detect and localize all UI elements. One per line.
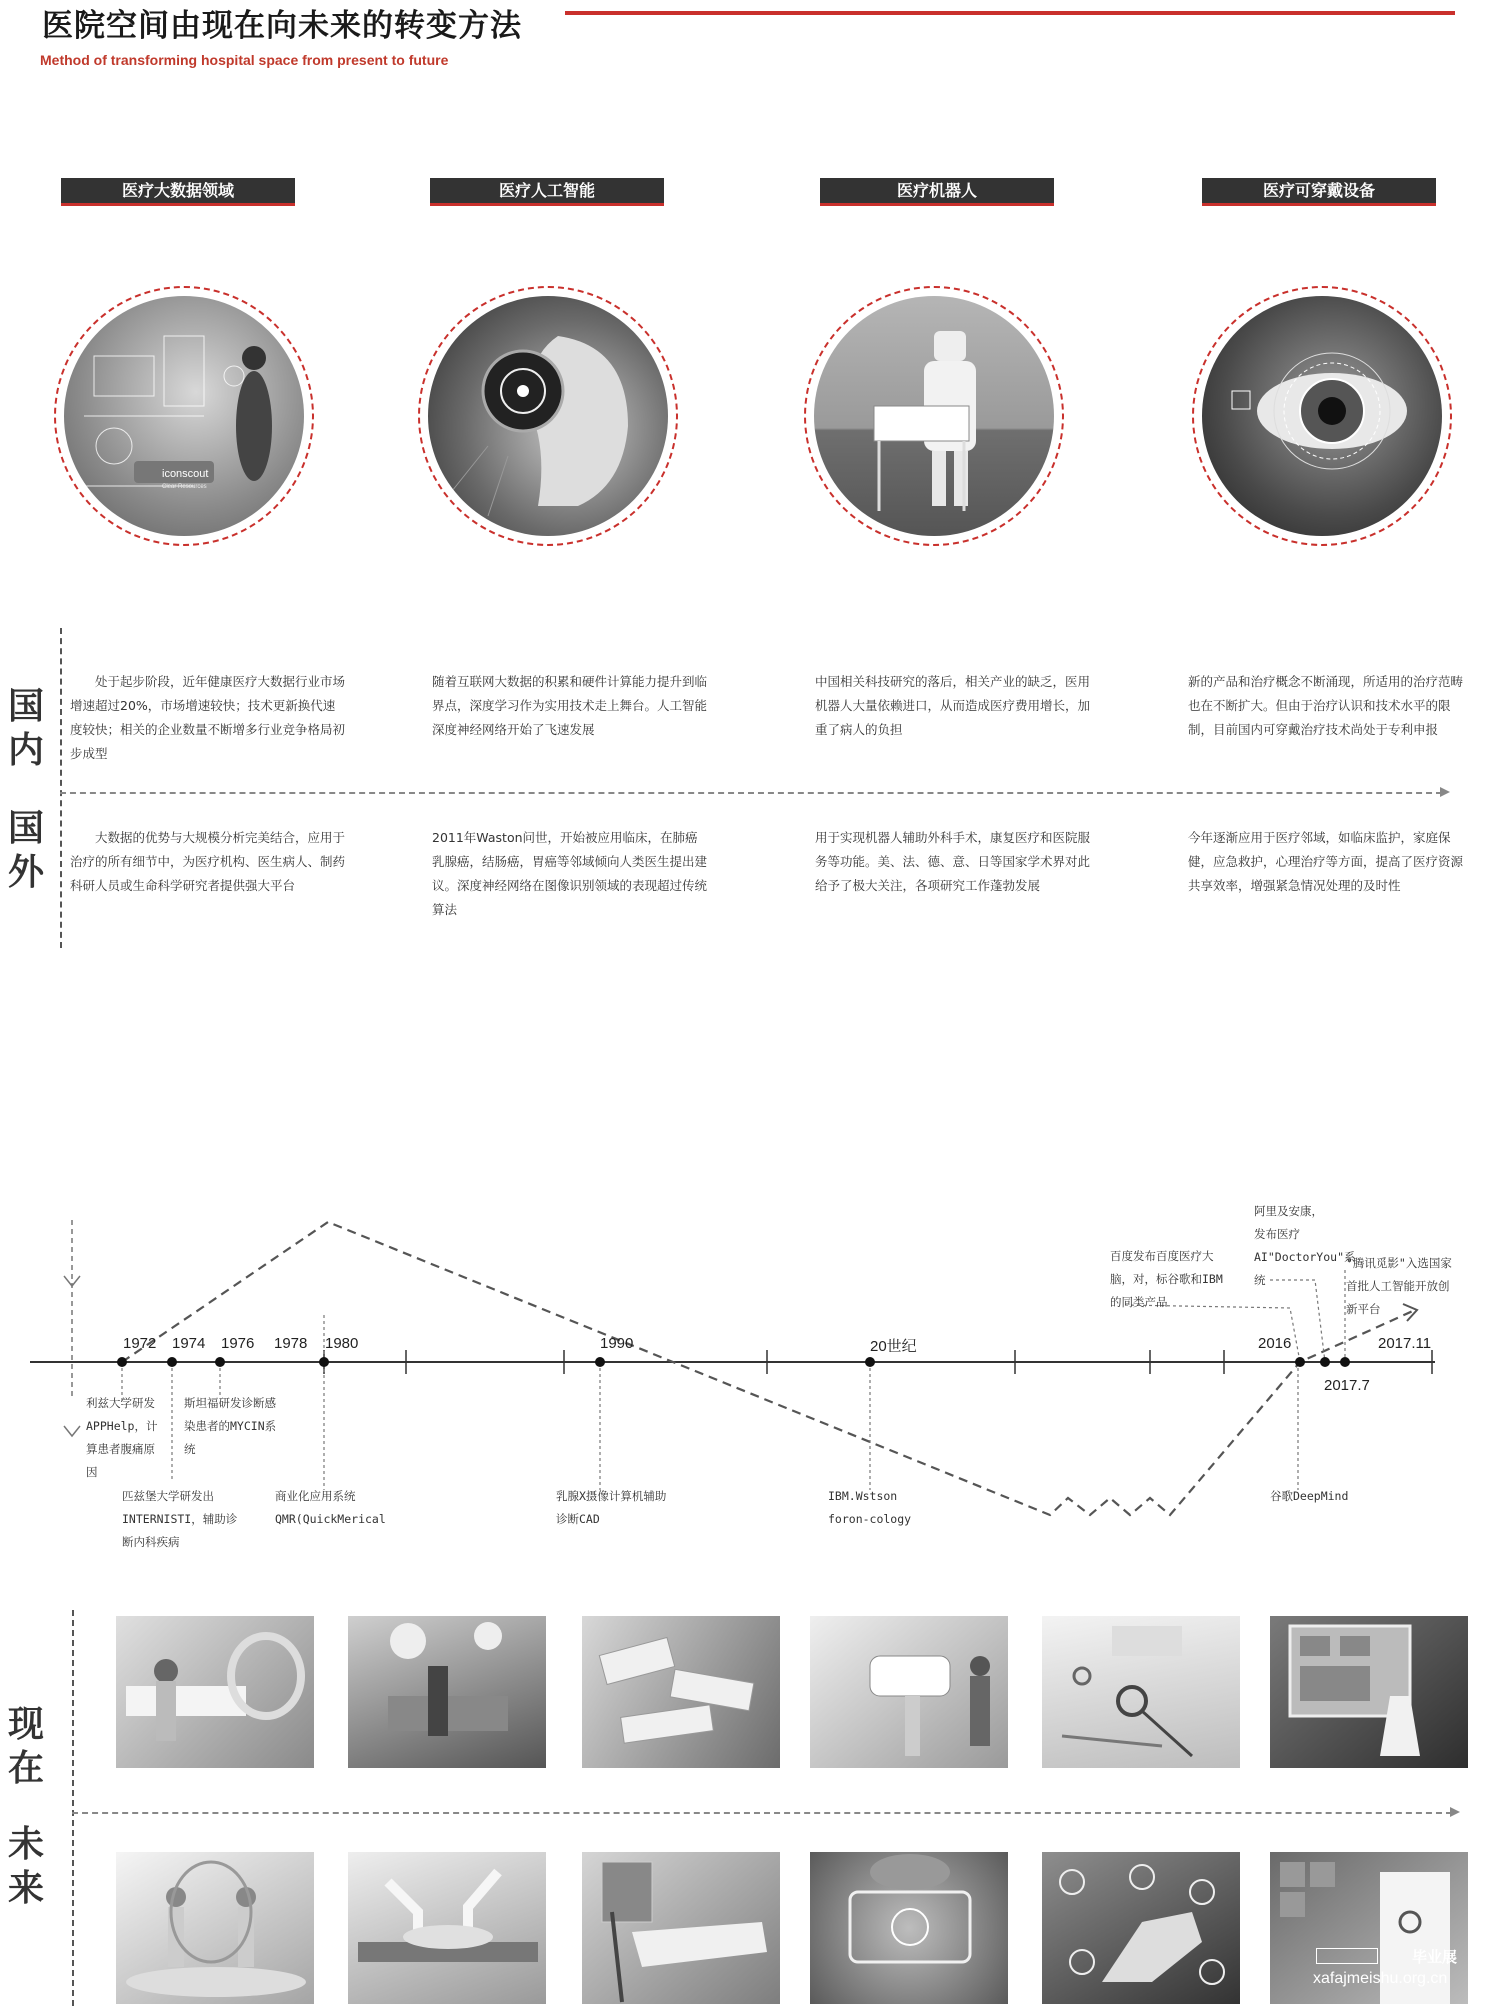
big-data-illustration bbox=[64, 296, 304, 536]
section-vertical-divider bbox=[60, 628, 62, 948]
watermark-text: 毕业展 bbox=[1412, 1948, 1458, 1966]
domestic-foreign-divider bbox=[60, 792, 1442, 794]
future-label: 未 来 bbox=[7, 1823, 44, 1909]
eye-scan-illustration bbox=[1202, 296, 1442, 536]
photo-medical-tools bbox=[1042, 1616, 1240, 1768]
timeline-note-2016-below: 谷歌DeepMind bbox=[1270, 1489, 1349, 1503]
photo-auto-bed bbox=[582, 1852, 780, 2004]
circle-image-robot bbox=[804, 286, 1064, 546]
foreign-text-ai: 2011年Waston问世，开始被应用临床，在肺癌乳腺癌，结肠癌，胃癌等邻域倾向人类医生提出建议。深度神经网络在图像识别领域的表现超过传统算法 bbox=[432, 830, 708, 917]
year-1972: 1972 bbox=[123, 1335, 157, 1352]
timeline-note-baidu: 百度发布百度医疗大脑，对，标谷歌和IBM的同类产品 bbox=[1110, 1249, 1223, 1309]
domestic-text-robot: 中国相关科技研究的落后，相关产业的缺乏，医用机器人大量依赖进口，从而造成医疗费用增长，加重了病人的负担 bbox=[815, 674, 1091, 737]
title-rule bbox=[565, 11, 1455, 15]
page-title: 医院空间由现在向未来的转变方法 bbox=[42, 8, 522, 44]
photo-health-icons bbox=[1042, 1852, 1240, 2004]
timeline-note-1976: 斯坦福研发诊断感染患者的MYCIN系统 bbox=[184, 1396, 277, 1456]
watermark-logo bbox=[1316, 1946, 1466, 1968]
arrow-right-icon bbox=[1450, 1807, 1460, 1817]
year-2016: 2016 bbox=[1258, 1335, 1292, 1352]
school-seal-icon bbox=[1316, 1948, 1378, 1964]
photo-future-ward bbox=[116, 1852, 314, 2004]
year-1976: 1976 bbox=[221, 1335, 255, 1352]
photo-touch-screen bbox=[1270, 1616, 1468, 1768]
circle-image-ai bbox=[418, 286, 678, 546]
year-1974: 1974 bbox=[172, 1335, 206, 1352]
iconscout-logo-sub: Clear Resources bbox=[162, 484, 207, 490]
timeline-note-20th-century: IBM.Wstson foron-cology bbox=[828, 1489, 912, 1526]
photo-robot-arms bbox=[348, 1852, 546, 2004]
photo-operating-room bbox=[116, 1616, 314, 1768]
timeline-note-1990: 乳腺X摄像计算机辅助诊断CAD bbox=[556, 1489, 667, 1526]
circle-image-big-data bbox=[54, 286, 314, 546]
iconscout-logo-text: iconscout bbox=[162, 468, 209, 480]
circle-image-wearable bbox=[1192, 286, 1452, 546]
category-tab-robot: 医疗机器人 bbox=[820, 178, 1054, 206]
year-20th-century: 20世纪 bbox=[870, 1338, 917, 1355]
category-tab-big-data: 医疗大数据领域 bbox=[61, 178, 295, 206]
domestic-text-wearable: 新的产品和治疗概念不断涌现，所适用的治疗范畴也在不断扩大。但由于治疗认识和技术水平的限制，目前国内可穿戴治疗技术尚处于专利申报 bbox=[1188, 674, 1464, 737]
domestic-text-ai: 随着互联网大数据的积累和硬件计算能力提升到临界点，深度学习作为实用技术走上舞台。人工智能深度神经网络开始了飞速发展 bbox=[432, 674, 708, 737]
photo-medical-supplies bbox=[582, 1616, 780, 1768]
timeline-note-tencent: "腾讯觅影"入选国家首批人工智能开放创新平台 bbox=[1346, 1256, 1452, 1316]
photo-holo-display bbox=[810, 1852, 1008, 2004]
present-future-divider bbox=[72, 1812, 1452, 1814]
page-subtitle: Method of transforming hospital space from present to future bbox=[40, 52, 449, 68]
timeline-note-1974: 匹兹堡大学研发出INTERNISTI，辅助诊断内科疾病 bbox=[122, 1489, 238, 1549]
timeline-note-1980: 商业化应用系统QMR(QuickMerical bbox=[275, 1489, 386, 1526]
year-1990: 1990 bbox=[600, 1335, 634, 1352]
year-2017-7: 2017.7 bbox=[1324, 1377, 1370, 1394]
present-label: 现 在 bbox=[7, 1703, 44, 1789]
foreign-text-robot: 用于实现机器人辅助外科手术，康复医疗和医院服务等功能。美、法、德、意、日等国家学术界对此给予了极大关注，各项研究工作蓬勃发展 bbox=[815, 830, 1091, 893]
robot-cart-illustration bbox=[814, 296, 1054, 536]
arrow-right-icon bbox=[1440, 787, 1450, 797]
photo-surgical-robot bbox=[810, 1616, 1008, 1768]
watermark-url: xafajmeishu.org.cn bbox=[1313, 1970, 1448, 1987]
timeline-note-alibaba: 阿里及安康，发布医疗AI"DoctorYou"系统 bbox=[1254, 1204, 1356, 1287]
photo-surgery-team bbox=[348, 1616, 546, 1768]
year-1980: 1980 bbox=[325, 1335, 359, 1352]
foreign-text-wearable: 今年逐渐应用于医疗邻域，如临床监护，家庭保健，应急救护，心理治疗等方面，提高了医疗资源共享效率，增强紧急情况处理的及时性 bbox=[1188, 830, 1464, 893]
ai-head-illustration bbox=[428, 296, 668, 536]
category-tab-ai: 医疗人工智能 bbox=[430, 178, 664, 206]
year-2017-11: 2017.11 bbox=[1378, 1335, 1432, 1352]
domestic-text-big-data: 处于起步阶段，近年健康医疗大数据行业市场增速超过20%，市场增速较快；技术更新换代速度较快；相关的企业数量不断增多行业竞争格局初步成型 bbox=[70, 674, 346, 761]
present-future-vertical-divider bbox=[72, 1610, 74, 2006]
timeline-note-1972: 利兹大学研发APPHelp，计算患者腹痛原因 bbox=[86, 1396, 158, 1479]
category-tab-wearable: 医疗可穿戴设备 bbox=[1202, 178, 1436, 206]
year-1978: 1978 bbox=[274, 1335, 308, 1352]
foreign-text-big-data: 大数据的优势与大规模分析完美结合，应用于治疗的所有细节中，为医疗机构、医生病人、制药科研人员或生命科学研究者提供强大平台 bbox=[70, 830, 346, 893]
foreign-label: 国 外 bbox=[7, 807, 44, 893]
domestic-label: 国 内 bbox=[7, 685, 44, 771]
